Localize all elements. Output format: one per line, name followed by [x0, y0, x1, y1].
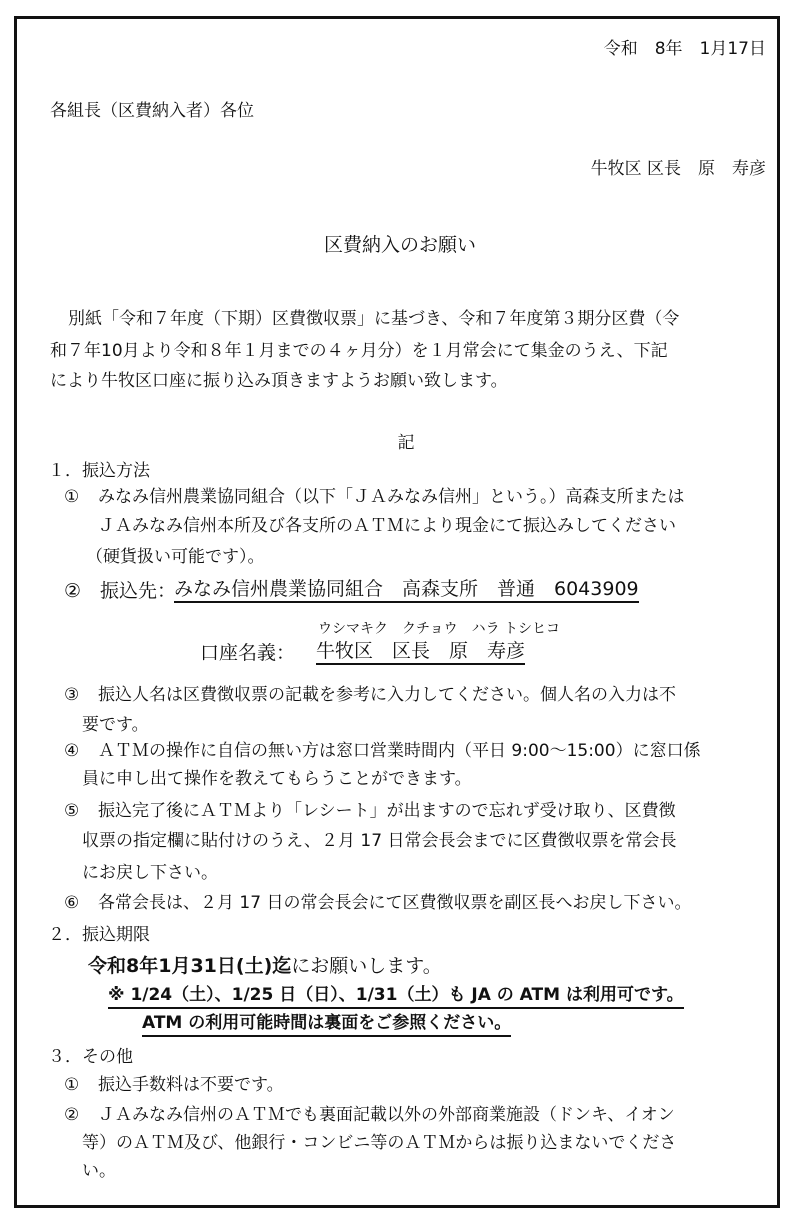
section1-heading: １．振込方法 — [48, 461, 150, 481]
atm-hours-note: ATM の利用可能時間は裏面をご参照ください。 — [142, 1012, 511, 1037]
s1-item4-line-2: 員に申し出て操作を教えてもらうことができます。 — [82, 769, 472, 789]
s1-item4-line-1: ＡＴＭの操作に自信の無い方は窓口営業時間内（平日 9:00～15:00）に窓口係 — [98, 741, 701, 761]
deadline-date: 令和8年1月31日(土)迄 — [88, 955, 292, 977]
document-date: 令和 8年 1月17日 — [603, 39, 766, 59]
item-number: ③ — [64, 685, 80, 705]
account-name-kana: ウシマキク クチョウ ハラ トシヒコ — [318, 621, 561, 637]
s3-item2-line-3: い。 — [82, 1161, 116, 1181]
intro-line-3: により牛牧区口座に振り込み頂きますようお願い致します。 — [50, 371, 508, 391]
item-number: ⑥ — [64, 893, 80, 913]
transfer-destination-label: 振込先： — [100, 580, 177, 602]
s1-item5-line-2: 収票の指定欄に貼付けのうえ、２月 17 日常会長会までに区費徴収票を常会長 — [82, 831, 677, 851]
s1-item1-line-2: ＪＡみなみ信州本所及び各支所のＡＴＭにより現金にて振込みしてください — [98, 516, 676, 536]
section3-heading: ３．その他 — [48, 1047, 133, 1067]
s1-item5-line-1: 振込完了後にＡＴＭより「レシート」が出ますので忘れず受け取り、区費徴 — [98, 801, 676, 821]
document-title: 区費納入のお願い — [323, 234, 476, 256]
section2-heading: ２．振込期限 — [48, 925, 150, 945]
item-number: ① — [64, 487, 80, 507]
deadline-suffix: にお願いします。 — [291, 955, 442, 977]
item-number: ④ — [64, 741, 80, 761]
item-number: ② — [64, 1105, 80, 1125]
account-name-label: 口座名義： — [200, 642, 296, 664]
s1-item6-line-1: 各常会長は、２月 17 日の常会長会にて区費徴収票を副区長へお戻し下さい。 — [98, 893, 692, 913]
intro-line-1: 別紙「令和７年度（下期）区費徴収票」に基づき、令和７年度第３期分区費（令 — [68, 309, 680, 329]
sender: 牛牧区 区長 原 寿彦 — [590, 159, 766, 179]
transfer-destination-value: みなみ信州農業協同組合 高森支所 普通 6043909 — [174, 578, 639, 603]
s3-item2-line-1: ＪＡみなみ信州のＡＴＭでも裏面記載以外の外部商業施設（ドンキ、イオン — [98, 1105, 675, 1125]
s1-item1-line-3: （硬貨扱い可能です）。 — [86, 547, 265, 567]
s1-item3-line-1: 振込人名は区費徴収票の記載を参考に入力してください。個人名の入力は不 — [98, 685, 676, 705]
s1-item5-line-3: にお戻し下さい。 — [82, 863, 218, 883]
account-name-value: 牛牧区 区長 原 寿彦 — [316, 640, 525, 665]
ki-marker: 記 — [397, 433, 415, 453]
item-number: ⑤ — [64, 801, 80, 821]
atm-availability-note: ※ 1/24（土）、1/25 日（日）、1/31（土）も JA の ATM は利用可です。 — [108, 984, 684, 1009]
addressee: 各組長（区費納入者）各位 — [50, 101, 254, 121]
deadline — [88, 955, 442, 977]
intro-line-2: 和７年10月より令和８年１月までの４ヶ月分）を１月常会にて集金のうえ、下記 — [50, 341, 668, 361]
s3-item2-line-2: 等）のＡＴＭ及び、他銀行・コンビニ等のＡＴＭからは振り込まないでくださ — [82, 1133, 677, 1153]
s1-item1-line-1: みなみ信州農業協同組合（以下「ＪＡみなみ信州」という。）高森支所または — [98, 487, 685, 507]
s1-item3-line-2: 要です。 — [82, 715, 149, 735]
item-number: ① — [64, 1075, 80, 1095]
item-number: ② — [64, 580, 82, 602]
s3-item1-line-1: 振込手数料は不要です。 — [98, 1075, 284, 1095]
